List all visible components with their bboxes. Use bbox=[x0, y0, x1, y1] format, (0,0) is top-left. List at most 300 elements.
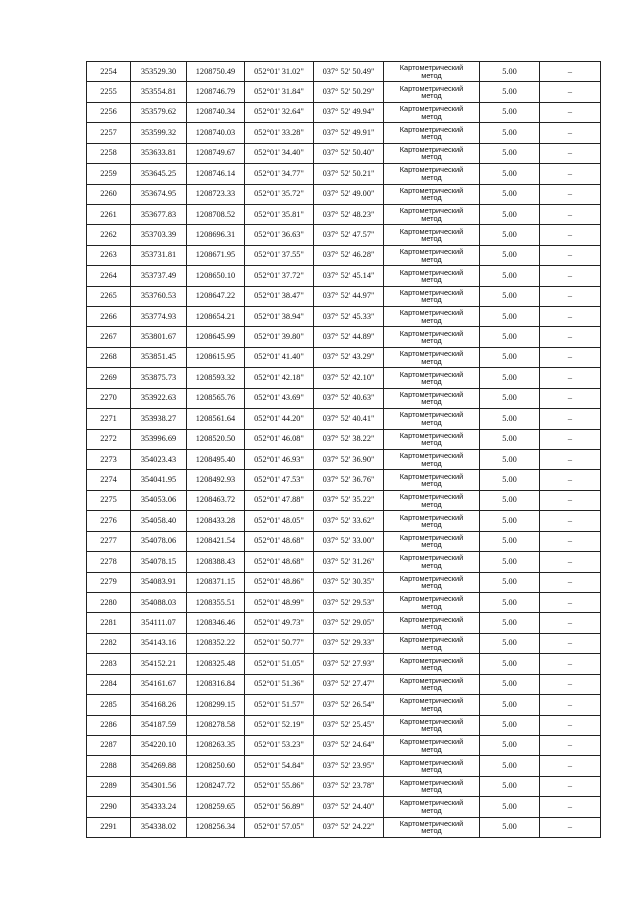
note-cell: – bbox=[540, 388, 601, 408]
precision-cell: 5.00 bbox=[480, 776, 540, 796]
point-number-cell: 2273 bbox=[87, 450, 131, 470]
method-line1: Картометрический bbox=[399, 247, 464, 257]
table-row bbox=[87, 184, 601, 204]
method-line1: Картометрический bbox=[399, 573, 464, 583]
point-number-cell: 2286 bbox=[87, 715, 131, 735]
method-line2: метод bbox=[421, 479, 442, 489]
point-number-cell: 2277 bbox=[87, 531, 131, 551]
longitude-cell: 037° 52' 49.00" bbox=[314, 184, 384, 204]
longitude-cell: 037° 52' 49.94" bbox=[314, 102, 384, 122]
longitude-cell: 037° 52' 24.22" bbox=[314, 817, 384, 837]
coord-x-cell: 353731.81 bbox=[131, 245, 187, 265]
point-number-cell: 2285 bbox=[87, 695, 131, 715]
point-number-cell: 2287 bbox=[87, 735, 131, 755]
longitude-cell: 037° 52' 50.49" bbox=[314, 62, 384, 82]
method-line2: метод bbox=[421, 642, 442, 652]
note-cell: – bbox=[540, 102, 601, 122]
note-cell: – bbox=[540, 715, 601, 735]
method-line1: Картометрический bbox=[399, 512, 464, 522]
latitude-cell: 052°01' 31.02" bbox=[245, 62, 314, 82]
point-number-cell: 2281 bbox=[87, 613, 131, 633]
coord-x-cell: 353938.27 bbox=[131, 409, 187, 429]
method-line1: Картометрический bbox=[399, 267, 464, 277]
latitude-cell: 052°01' 46.93" bbox=[245, 450, 314, 470]
latitude-cell: 052°01' 48.99" bbox=[245, 592, 314, 612]
precision-cell: 5.00 bbox=[480, 164, 540, 184]
table-row bbox=[87, 123, 601, 143]
latitude-cell: 052°01' 44.20" bbox=[245, 409, 314, 429]
note-cell: – bbox=[540, 204, 601, 224]
precision-cell: 5.00 bbox=[480, 388, 540, 408]
longitude-cell: 037° 52' 42.10" bbox=[314, 368, 384, 388]
point-number-cell: 2289 bbox=[87, 776, 131, 796]
note-cell: – bbox=[540, 674, 601, 694]
method-line2: метод bbox=[421, 622, 442, 632]
method-line1: Картометрический bbox=[399, 675, 464, 685]
table-row bbox=[87, 633, 601, 653]
coord-x-cell: 353703.39 bbox=[131, 225, 187, 245]
latitude-cell: 052°01' 53.23" bbox=[245, 735, 314, 755]
point-number-cell: 2271 bbox=[87, 409, 131, 429]
latitude-cell: 052°01' 36.63" bbox=[245, 225, 314, 245]
precision-cell: 5.00 bbox=[480, 715, 540, 735]
method-line1: Картометрический bbox=[399, 533, 464, 542]
method-line1: Картометрический bbox=[399, 818, 464, 828]
precision-cell: 5.00 bbox=[480, 797, 540, 817]
coord-x-cell: 353674.95 bbox=[131, 184, 187, 204]
method-line2: метод bbox=[421, 111, 442, 121]
coord-y-cell: 1208346.46 bbox=[187, 613, 245, 633]
latitude-cell: 052°01' 34.40" bbox=[245, 143, 314, 163]
latitude-cell: 052°01' 47.53" bbox=[245, 470, 314, 490]
method-line2: метод bbox=[421, 662, 442, 672]
method-line2: метод bbox=[421, 683, 442, 693]
coord-y-cell: 1208355.51 bbox=[187, 592, 245, 612]
coord-x-cell: 354088.03 bbox=[131, 592, 187, 612]
point-number-cell: 2255 bbox=[87, 82, 131, 102]
longitude-cell: 037° 52' 27.47" bbox=[314, 674, 384, 694]
method-line1: Картометрический bbox=[399, 471, 464, 481]
method-line2: метод bbox=[421, 765, 442, 775]
table-row bbox=[87, 654, 601, 674]
precision-cell: 5.00 bbox=[480, 62, 540, 82]
table-row bbox=[87, 756, 601, 776]
method-cell bbox=[384, 82, 480, 102]
latitude-cell: 052°01' 43.69" bbox=[245, 388, 314, 408]
coord-x-cell: 353554.81 bbox=[131, 82, 187, 102]
coord-y-cell: 1208746.14 bbox=[187, 164, 245, 184]
precision-cell: 5.00 bbox=[480, 756, 540, 776]
coord-y-cell: 1208520.50 bbox=[187, 429, 245, 449]
note-cell: – bbox=[540, 490, 601, 510]
method-line1: Картометрический bbox=[399, 63, 464, 73]
coord-x-cell: 353579.62 bbox=[131, 102, 187, 122]
precision-cell: 5.00 bbox=[480, 695, 540, 715]
method-line2: метод bbox=[421, 826, 442, 836]
coord-y-cell: 1208263.35 bbox=[187, 735, 245, 755]
coord-y-cell: 1208433.28 bbox=[187, 511, 245, 531]
table-row bbox=[87, 102, 601, 122]
note-cell: – bbox=[540, 654, 601, 674]
note-cell: – bbox=[540, 307, 601, 327]
method-cell bbox=[384, 123, 480, 143]
method-cell bbox=[384, 654, 480, 674]
longitude-cell: 037° 52' 25.45" bbox=[314, 715, 384, 735]
method-cell bbox=[384, 143, 480, 163]
table-row bbox=[87, 82, 601, 102]
note-cell: – bbox=[540, 143, 601, 163]
point-number-cell: 2266 bbox=[87, 307, 131, 327]
table-row bbox=[87, 776, 601, 796]
coord-x-cell: 354152.21 bbox=[131, 654, 187, 674]
method-line1: Картометрический bbox=[399, 553, 464, 563]
longitude-cell: 037° 52' 24.40" bbox=[314, 797, 384, 817]
precision-cell: 5.00 bbox=[480, 817, 540, 837]
method-line1: Картометрический bbox=[399, 308, 464, 318]
table-body bbox=[87, 62, 601, 838]
note-cell: – bbox=[540, 776, 601, 796]
table-row bbox=[87, 531, 601, 551]
precision-cell: 5.00 bbox=[480, 347, 540, 367]
coord-x-cell: 353645.25 bbox=[131, 164, 187, 184]
coord-y-cell: 1208352.22 bbox=[187, 633, 245, 653]
coord-y-cell: 1208259.65 bbox=[187, 797, 245, 817]
longitude-cell: 037° 52' 29.33" bbox=[314, 633, 384, 653]
method-cell bbox=[384, 592, 480, 612]
table-row bbox=[87, 715, 601, 735]
latitude-cell: 052°01' 54.84" bbox=[245, 756, 314, 776]
point-number-cell: 2291 bbox=[87, 817, 131, 837]
note-cell: – bbox=[540, 164, 601, 184]
table-row bbox=[87, 797, 601, 817]
latitude-cell: 052°01' 35.81" bbox=[245, 204, 314, 224]
latitude-cell: 052°01' 37.72" bbox=[245, 266, 314, 286]
coord-y-cell: 1208388.43 bbox=[187, 552, 245, 572]
coord-y-cell: 1208492.93 bbox=[187, 470, 245, 490]
point-number-cell: 2261 bbox=[87, 204, 131, 224]
latitude-cell: 052°01' 48.68" bbox=[245, 552, 314, 572]
method-line1: Картометрический bbox=[399, 716, 464, 726]
coord-x-cell: 353875.73 bbox=[131, 368, 187, 388]
latitude-cell: 052°01' 48.86" bbox=[245, 572, 314, 592]
coord-x-cell: 353996.69 bbox=[131, 429, 187, 449]
precision-cell: 5.00 bbox=[480, 674, 540, 694]
method-line2: метод bbox=[421, 234, 442, 244]
table-row bbox=[87, 164, 601, 184]
method-line2: метод bbox=[421, 581, 442, 591]
point-number-cell: 2257 bbox=[87, 123, 131, 143]
method-line2: метод bbox=[421, 601, 442, 611]
coord-y-cell: 1208565.76 bbox=[187, 388, 245, 408]
method-cell bbox=[384, 388, 480, 408]
method-line2: метод bbox=[421, 172, 442, 182]
table-row bbox=[87, 490, 601, 510]
note-cell: – bbox=[540, 184, 601, 204]
precision-cell: 5.00 bbox=[480, 307, 540, 327]
coord-x-cell: 354078.06 bbox=[131, 531, 187, 551]
method-line2: метод bbox=[421, 805, 442, 815]
table-row bbox=[87, 143, 601, 163]
coord-x-cell: 354269.88 bbox=[131, 756, 187, 776]
method-cell bbox=[384, 776, 480, 796]
method-cell bbox=[384, 409, 480, 429]
coord-x-cell: 353633.81 bbox=[131, 143, 187, 163]
method-cell bbox=[384, 531, 480, 551]
method-line1: Картометрический bbox=[399, 226, 464, 236]
method-line1: Картометрический bbox=[399, 451, 464, 461]
precision-cell: 5.00 bbox=[480, 245, 540, 265]
note-cell: – bbox=[540, 450, 601, 470]
method-line2: метод bbox=[421, 438, 442, 448]
method-cell bbox=[384, 429, 480, 449]
precision-cell: 5.00 bbox=[480, 429, 540, 449]
table-row bbox=[87, 225, 601, 245]
method-cell bbox=[384, 715, 480, 735]
method-line1: Картометрический bbox=[399, 144, 464, 154]
point-number-cell: 2260 bbox=[87, 184, 131, 204]
point-number-cell: 2276 bbox=[87, 511, 131, 531]
longitude-cell: 037° 52' 31.26" bbox=[314, 552, 384, 572]
longitude-cell: 037° 52' 38.22" bbox=[314, 429, 384, 449]
method-line2: метод bbox=[421, 274, 442, 284]
note-cell: – bbox=[540, 695, 601, 715]
method-cell bbox=[384, 552, 480, 572]
coord-y-cell: 1208463.72 bbox=[187, 490, 245, 510]
precision-cell: 5.00 bbox=[480, 552, 540, 572]
precision-cell: 5.00 bbox=[480, 266, 540, 286]
point-number-cell: 2264 bbox=[87, 266, 131, 286]
coordinates-table bbox=[86, 61, 601, 838]
note-cell: – bbox=[540, 797, 601, 817]
point-number-cell: 2258 bbox=[87, 143, 131, 163]
method-line2: метод bbox=[421, 295, 442, 305]
latitude-cell: 052°01' 50.77" bbox=[245, 633, 314, 653]
coord-x-cell: 354301.56 bbox=[131, 776, 187, 796]
method-line1: Картометрический bbox=[399, 614, 464, 624]
point-number-cell: 2262 bbox=[87, 225, 131, 245]
method-line2: метод bbox=[421, 315, 442, 325]
precision-cell: 5.00 bbox=[480, 572, 540, 592]
point-number-cell: 2283 bbox=[87, 654, 131, 674]
method-line1: Картометрический bbox=[399, 798, 464, 808]
longitude-cell: 037° 52' 50.21" bbox=[314, 164, 384, 184]
table-row bbox=[87, 266, 601, 286]
coord-y-cell: 1208723.33 bbox=[187, 184, 245, 204]
coord-y-cell: 1208495.40 bbox=[187, 450, 245, 470]
coord-x-cell: 353737.49 bbox=[131, 266, 187, 286]
table-row bbox=[87, 327, 601, 347]
method-cell bbox=[384, 674, 480, 694]
coord-x-cell: 353599.32 bbox=[131, 123, 187, 143]
note-cell: – bbox=[540, 470, 601, 490]
precision-cell: 5.00 bbox=[480, 286, 540, 306]
method-line1: Картометрический bbox=[399, 83, 464, 93]
method-line1: Картометрический bbox=[399, 696, 464, 706]
coord-x-cell: 353774.93 bbox=[131, 307, 187, 327]
table-row bbox=[87, 552, 601, 572]
note-cell: – bbox=[540, 552, 601, 572]
coord-x-cell: 354111.07 bbox=[131, 613, 187, 633]
method-line2: метод bbox=[421, 785, 442, 795]
method-line2: метод bbox=[421, 336, 442, 346]
longitude-cell: 037° 52' 29.05" bbox=[314, 613, 384, 633]
latitude-cell: 052°01' 38.47" bbox=[245, 286, 314, 306]
method-line2: метод bbox=[421, 356, 442, 366]
coord-y-cell: 1208561.64 bbox=[187, 409, 245, 429]
coord-x-cell: 353677.83 bbox=[131, 204, 187, 224]
table-row bbox=[87, 592, 601, 612]
point-number-cell: 2272 bbox=[87, 429, 131, 449]
method-line2: метод bbox=[421, 703, 442, 713]
table-row bbox=[87, 735, 601, 755]
table-row bbox=[87, 511, 601, 531]
coord-x-cell: 354161.67 bbox=[131, 674, 187, 694]
method-cell bbox=[384, 368, 480, 388]
coord-y-cell: 1208278.58 bbox=[187, 715, 245, 735]
coord-x-cell: 354143.16 bbox=[131, 633, 187, 653]
latitude-cell: 052°01' 31.84" bbox=[245, 82, 314, 102]
coord-y-cell: 1208647.22 bbox=[187, 286, 245, 306]
coord-y-cell: 1208650.10 bbox=[187, 266, 245, 286]
note-cell: – bbox=[540, 531, 601, 551]
precision-cell: 5.00 bbox=[480, 82, 540, 102]
coord-x-cell: 353922.63 bbox=[131, 388, 187, 408]
coord-x-cell: 353760.53 bbox=[131, 286, 187, 306]
precision-cell: 5.00 bbox=[480, 470, 540, 490]
method-cell bbox=[384, 184, 480, 204]
coord-y-cell: 1208645.99 bbox=[187, 327, 245, 347]
longitude-cell: 037° 52' 33.62" bbox=[314, 511, 384, 531]
latitude-cell: 052°01' 51.36" bbox=[245, 674, 314, 694]
method-line1: Картометрический bbox=[399, 104, 464, 114]
note-cell: – bbox=[540, 327, 601, 347]
method-line2: метод bbox=[421, 70, 442, 80]
note-cell: – bbox=[540, 368, 601, 388]
coord-x-cell: 353801.67 bbox=[131, 327, 187, 347]
method-line1: Картометрический bbox=[399, 778, 464, 788]
note-cell: – bbox=[540, 266, 601, 286]
table-row bbox=[87, 470, 601, 490]
method-cell bbox=[384, 797, 480, 817]
coord-x-cell: 353529.30 bbox=[131, 62, 187, 82]
method-line1: Картометрический bbox=[399, 349, 464, 359]
table-row bbox=[87, 307, 601, 327]
longitude-cell: 037° 52' 23.78" bbox=[314, 776, 384, 796]
longitude-cell: 037° 52' 30.35" bbox=[314, 572, 384, 592]
point-number-cell: 2282 bbox=[87, 633, 131, 653]
coord-x-cell: 354168.26 bbox=[131, 695, 187, 715]
precision-cell: 5.00 bbox=[480, 368, 540, 388]
latitude-cell: 052°01' 47.88" bbox=[245, 490, 314, 510]
coord-x-cell: 354058.40 bbox=[131, 511, 187, 531]
method-cell bbox=[384, 266, 480, 286]
latitude-cell: 052°01' 35.72" bbox=[245, 184, 314, 204]
coord-x-cell: 354333.24 bbox=[131, 797, 187, 817]
method-cell bbox=[384, 572, 480, 592]
point-number-cell: 2280 bbox=[87, 592, 131, 612]
method-cell bbox=[384, 450, 480, 470]
method-line1: Картометрический bbox=[399, 594, 464, 604]
table-row bbox=[87, 572, 601, 592]
method-line1: Картометрический bbox=[399, 328, 464, 338]
method-cell bbox=[384, 511, 480, 531]
table-row bbox=[87, 613, 601, 633]
note-cell: – bbox=[540, 245, 601, 265]
longitude-cell: 037° 52' 43.29" bbox=[314, 347, 384, 367]
method-line1: Картометрический bbox=[399, 737, 464, 747]
table-row bbox=[87, 368, 601, 388]
precision-cell: 5.00 bbox=[480, 204, 540, 224]
method-cell bbox=[384, 307, 480, 327]
latitude-cell: 052°01' 42.18" bbox=[245, 368, 314, 388]
point-number-cell: 2256 bbox=[87, 102, 131, 122]
table-row bbox=[87, 450, 601, 470]
table-row bbox=[87, 204, 601, 224]
point-number-cell: 2279 bbox=[87, 572, 131, 592]
note-cell: – bbox=[540, 511, 601, 531]
precision-cell: 5.00 bbox=[480, 592, 540, 612]
coord-y-cell: 1208746.79 bbox=[187, 82, 245, 102]
longitude-cell: 037° 52' 35.22" bbox=[314, 490, 384, 510]
longitude-cell: 037° 52' 49.91" bbox=[314, 123, 384, 143]
point-number-cell: 2275 bbox=[87, 490, 131, 510]
precision-cell: 5.00 bbox=[480, 225, 540, 245]
longitude-cell: 037° 52' 36.90" bbox=[314, 450, 384, 470]
latitude-cell: 052°01' 49.73" bbox=[245, 613, 314, 633]
method-cell bbox=[384, 817, 480, 837]
coord-x-cell: 354187.59 bbox=[131, 715, 187, 735]
method-cell bbox=[384, 62, 480, 82]
longitude-cell: 037° 52' 40.63" bbox=[314, 388, 384, 408]
method-line1: Картометрический bbox=[399, 185, 464, 195]
longitude-cell: 037° 52' 48.23" bbox=[314, 204, 384, 224]
method-cell bbox=[384, 756, 480, 776]
longitude-cell: 037° 52' 36.76" bbox=[314, 470, 384, 490]
longitude-cell: 037° 52' 33.00" bbox=[314, 531, 384, 551]
note-cell: – bbox=[540, 409, 601, 429]
method-line2: метод bbox=[421, 560, 442, 570]
method-cell bbox=[384, 245, 480, 265]
latitude-cell: 052°01' 51.05" bbox=[245, 654, 314, 674]
method-cell bbox=[384, 470, 480, 490]
latitude-cell: 052°01' 39.80" bbox=[245, 327, 314, 347]
note-cell: – bbox=[540, 613, 601, 633]
note-cell: – bbox=[540, 592, 601, 612]
method-line2: метод bbox=[421, 377, 442, 387]
latitude-cell: 052°01' 37.55" bbox=[245, 245, 314, 265]
point-number-cell: 2254 bbox=[87, 62, 131, 82]
coord-y-cell: 1208256.34 bbox=[187, 817, 245, 837]
table-row bbox=[87, 388, 601, 408]
precision-cell: 5.00 bbox=[480, 654, 540, 674]
coord-y-cell: 1208371.15 bbox=[187, 572, 245, 592]
coord-y-cell: 1208299.15 bbox=[187, 695, 245, 715]
precision-cell: 5.00 bbox=[480, 450, 540, 470]
latitude-cell: 052°01' 56.89" bbox=[245, 797, 314, 817]
latitude-cell: 052°01' 32.64" bbox=[245, 102, 314, 122]
precision-cell: 5.00 bbox=[480, 143, 540, 163]
note-cell: – bbox=[540, 123, 601, 143]
method-line2: метод bbox=[421, 458, 442, 468]
note-cell: – bbox=[540, 225, 601, 245]
longitude-cell: 037° 52' 29.53" bbox=[314, 592, 384, 612]
longitude-cell: 037° 52' 47.57" bbox=[314, 225, 384, 245]
point-number-cell: 2267 bbox=[87, 327, 131, 347]
coord-y-cell: 1208740.03 bbox=[187, 123, 245, 143]
method-line1: Картометрический bbox=[399, 655, 464, 665]
latitude-cell: 052°01' 46.08" bbox=[245, 429, 314, 449]
longitude-cell: 037° 52' 44.97" bbox=[314, 286, 384, 306]
